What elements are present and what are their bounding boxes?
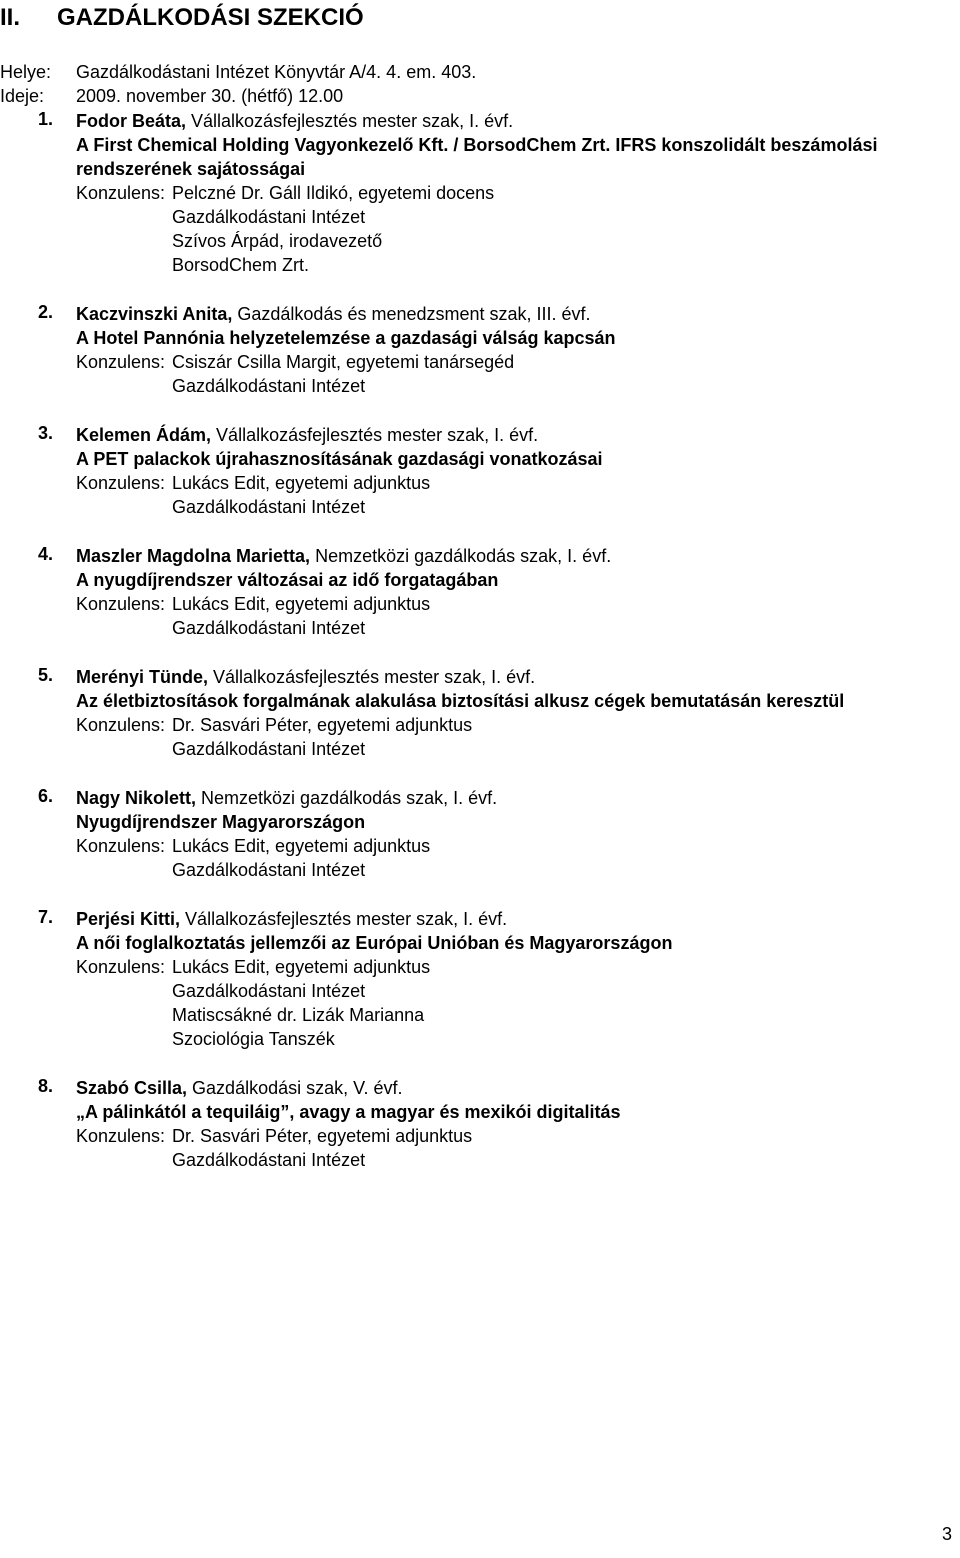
talk-item — [0, 907, 960, 1051]
talk-number: 1. — [38, 109, 54, 129]
section-title: GAZDÁLKODÁSI SZEKCIÓ — [57, 4, 364, 31]
author-line — [76, 423, 960, 447]
talk-item — [0, 302, 960, 398]
author-name: Merényi Tünde, — [76, 667, 209, 687]
author-line — [76, 786, 960, 810]
talk-body — [0, 665, 960, 761]
consultant-affiliation: Gazdálkodástani Intézet — [172, 618, 366, 638]
author-name: Szabó Csilla, — [76, 1078, 188, 1098]
talk-title: A Hotel Pannónia helyzetelemzése a gazdasági válság kapcsán — [76, 328, 616, 348]
talk-number: 3. — [38, 423, 54, 443]
consultant-name: Lukács Edit, egyetemi adjunktus — [172, 957, 431, 977]
consultant-name: Lukács Edit, egyetemi adjunktus — [172, 836, 431, 856]
consultant-label: Konzulens: — [76, 836, 166, 856]
consultant-affiliation: Szociológia Tanszék — [172, 1029, 335, 1049]
consultant-label: Konzulens: — [76, 957, 166, 977]
consultant-label: Konzulens: — [76, 1126, 166, 1146]
author-program: Gazdálkodás és menedzsment szak, III. évf. — [232, 304, 591, 324]
talk-body — [0, 109, 960, 277]
talk-item — [0, 665, 960, 761]
section-heading — [0, 4, 364, 32]
consultant-line — [76, 471, 960, 495]
consultant-label: Konzulens: — [76, 594, 166, 614]
talk-body — [0, 907, 960, 1051]
author-program: Vállalkozásfejlesztés mester szak, I. évf. — [186, 111, 514, 131]
consultant-line — [76, 713, 960, 737]
consultant-line — [76, 592, 960, 616]
author-program: Vállalkozásfejlesztés mester szak, I. évf. — [208, 667, 536, 687]
talk-title: Az életbiztosítások forgalmának alakulása biztosítási alkusz cégek bemutatásán keresztül — [76, 691, 845, 711]
talk-body — [0, 544, 960, 640]
consultant-affiliation: Szívos Árpád, irodavezető — [172, 231, 383, 251]
time-value: 2009. november 30. (hétfő) 12.00 — [76, 86, 344, 106]
consultant-affiliation: Gazdálkodástani Intézet — [172, 376, 366, 396]
consultant-name: Dr. Sasvári Péter, egyetemi adjunktus — [172, 1126, 473, 1146]
consultant-label: Konzulens: — [76, 183, 166, 203]
talk-title: rendszerének sajátosságai — [76, 159, 306, 179]
author-name: Nagy Nikolett, — [76, 788, 197, 808]
consultant-name: Csiszár Csilla Margit, egyetemi tanársegéd — [172, 352, 515, 372]
talk-number: 6. — [38, 786, 54, 806]
talk-list — [0, 109, 960, 1197]
talk-number: 4. — [38, 544, 54, 564]
talk-title: A női foglalkoztatás jellemzői az Európai Unióban és Magyarországon — [76, 933, 673, 953]
author-name: Fodor Beáta, — [76, 111, 187, 131]
location-row — [0, 60, 476, 84]
talk-item — [0, 1076, 960, 1172]
author-name: Maszler Magdolna Marietta, — [76, 546, 311, 566]
section-roman-numeral: II. — [0, 4, 21, 31]
talk-body — [0, 423, 960, 519]
talk-number: 7. — [38, 907, 54, 927]
consultant-affiliation: Gazdálkodástani Intézet — [172, 1150, 366, 1170]
consultant-affiliation: Gazdálkodástani Intézet — [172, 860, 366, 880]
talk-body — [0, 786, 960, 882]
consultant-name: Lukács Edit, egyetemi adjunktus — [172, 594, 431, 614]
consultant-affiliation: Gazdálkodástani Intézet — [172, 497, 366, 517]
consultant-line — [76, 350, 960, 374]
time-row — [0, 84, 476, 108]
consultant-affiliation: Gazdálkodástani Intézet — [172, 981, 366, 1001]
talk-item — [0, 423, 960, 519]
consultant-label: Konzulens: — [76, 352, 166, 372]
consultant-name: Pelczné Dr. Gáll Ildikó, egyetemi docens — [172, 183, 495, 203]
consultant-affiliation: Gazdálkodástani Intézet — [172, 207, 366, 227]
author-program: Vállalkozásfejlesztés mester szak, I. évf. — [180, 909, 508, 929]
author-program: Nemzetközi gazdálkodás szak, I. évf. — [196, 788, 498, 808]
author-program: Gazdálkodási szak, V. évf. — [187, 1078, 403, 1098]
author-name: Perjési Kitti, — [76, 909, 181, 929]
talk-body — [0, 302, 960, 398]
consultant-line — [76, 834, 960, 858]
time-label: Ideje: — [0, 86, 45, 106]
talk-number: 8. — [38, 1076, 54, 1096]
author-line — [76, 665, 960, 689]
author-name: Kelemen Ádám, — [76, 425, 212, 445]
consultant-affiliation: BorsodChem Zrt. — [172, 255, 310, 275]
consultant-label: Konzulens: — [76, 715, 166, 735]
consultant-line — [76, 181, 960, 205]
author-name: Kaczvinszki Anita, — [76, 304, 233, 324]
talk-number: 5. — [38, 665, 54, 685]
author-line — [76, 302, 960, 326]
talk-item — [0, 109, 960, 277]
talk-title: A nyugdíjrendszer változásai az idő forgatagában — [76, 570, 499, 590]
author-line — [76, 544, 960, 568]
talk-item — [0, 786, 960, 882]
talk-title: A PET palackok újrahasznosításának gazdasági vonatkozásai — [76, 449, 603, 469]
talk-number: 2. — [38, 302, 54, 322]
consultant-affiliation: Gazdálkodástani Intézet — [172, 739, 366, 759]
author-program: Nemzetközi gazdálkodás szak, I. évf. — [310, 546, 612, 566]
author-line — [76, 907, 960, 931]
author-line — [76, 1076, 960, 1100]
talk-body — [0, 1076, 960, 1172]
author-program: Vállalkozásfejlesztés mester szak, I. évf. — [211, 425, 539, 445]
talk-title: A First Chemical Holding Vagyonkezelő Kft. / BorsodChem Zrt. IFRS konszolidált beszámolási — [76, 135, 878, 155]
consultant-affiliation: Matiscsákné dr. Lizák Marianna — [172, 1005, 425, 1025]
location-value: Gazdálkodástani Intézet Könyvtár A/4. 4. em. 403. — [76, 62, 477, 82]
consultant-name: Lukács Edit, egyetemi adjunktus — [172, 473, 431, 493]
page-number: 3 — [941, 1524, 952, 1544]
location-label: Helye: — [0, 62, 52, 82]
talk-title: Nyugdíjrendszer Magyarországon — [76, 812, 366, 832]
consultant-name: Dr. Sasvári Péter, egyetemi adjunktus — [172, 715, 473, 735]
talk-item — [0, 544, 960, 640]
session-info — [0, 60, 476, 108]
talk-title: „A pálinkától a tequiláig”, avagy a magyar és mexikói digitalitás — [76, 1102, 621, 1122]
consultant-label: Konzulens: — [76, 473, 166, 493]
consultant-line — [76, 955, 960, 979]
author-line — [76, 109, 960, 133]
consultant-line — [76, 1124, 960, 1148]
